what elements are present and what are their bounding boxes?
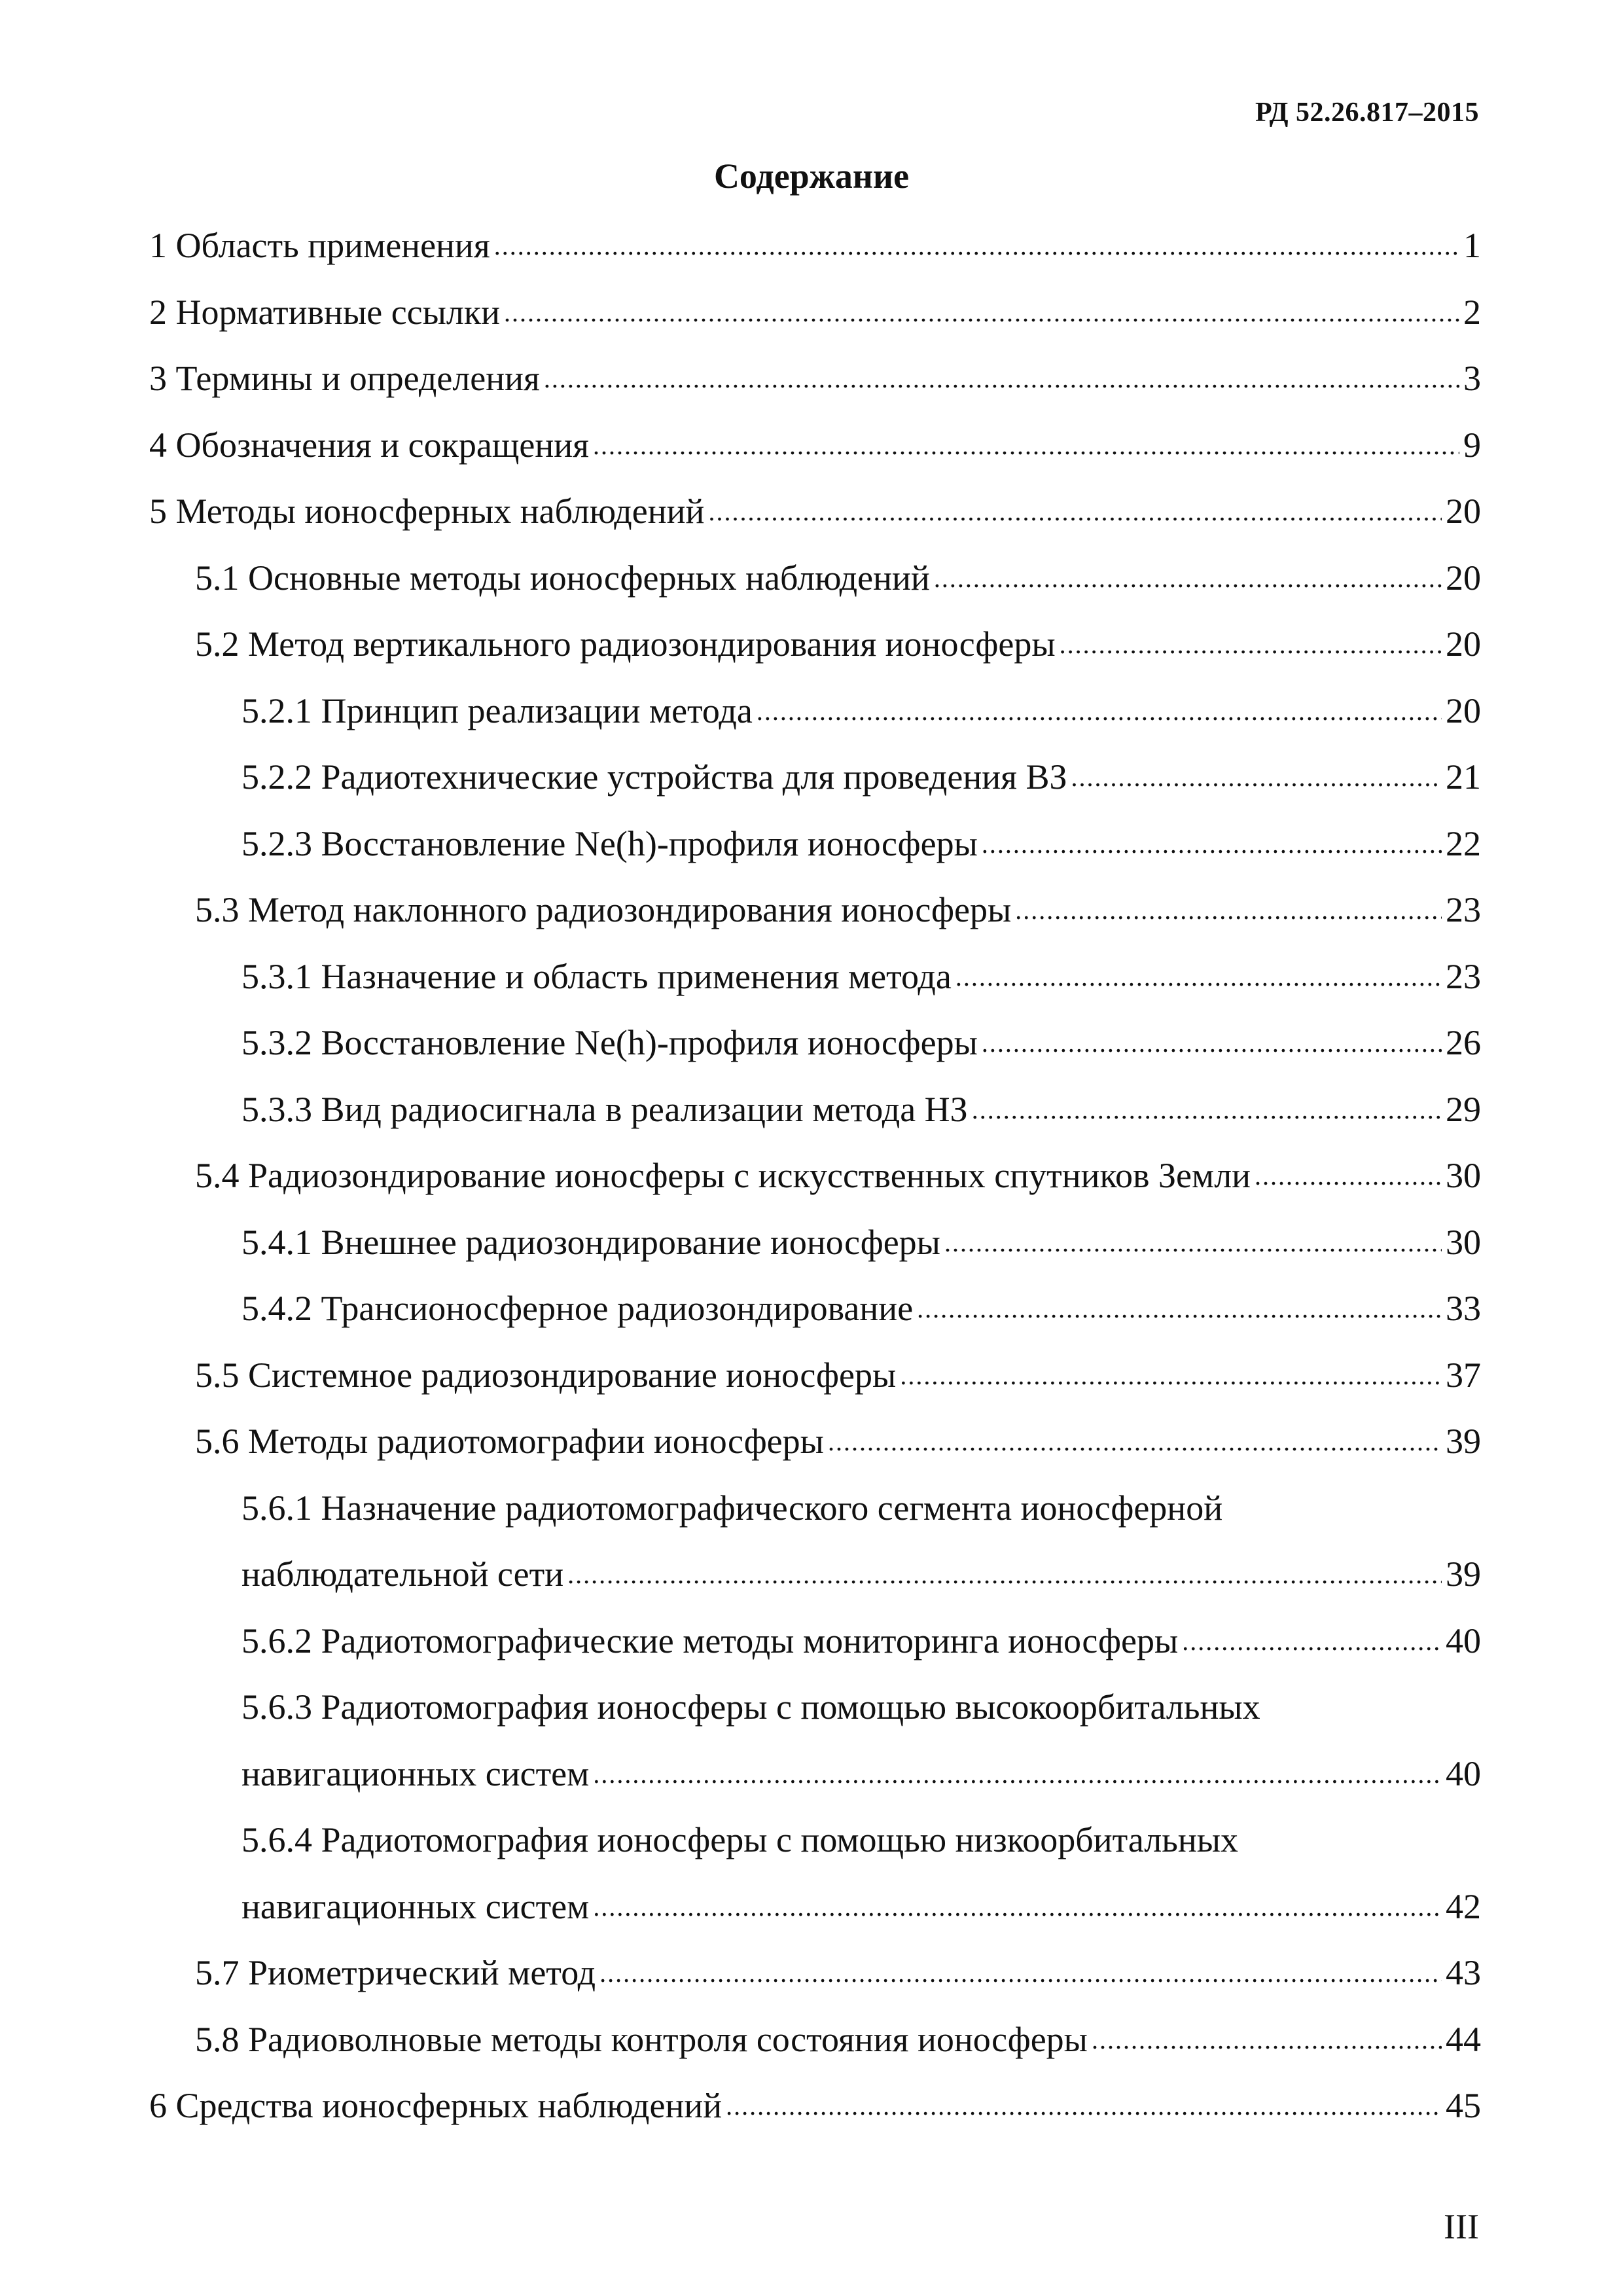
- toc-entry-label: 2 Нормативные ссылки: [149, 292, 500, 332]
- toc-entry-label: 5.3.2 Восстановление Ne(h)-профиля ионосферы: [241, 1023, 978, 1062]
- toc-entry-label: 1 Область применения: [149, 226, 490, 265]
- toc-entry-page: 33: [1446, 1289, 1481, 1328]
- toc-dot-leader: [955, 941, 1442, 1011]
- toc-entry-label: 5.6.2 Радиотомографические методы мониторинга ионосферы: [241, 1621, 1179, 1660]
- toc-entry[interactable]: [149, 678, 1481, 745]
- toc-entry-page: 21: [1446, 757, 1481, 797]
- toc-entry-label: 5.6 Методы радиотомографии ионосферы: [195, 1422, 824, 1461]
- toc-dot-leader: [593, 410, 1459, 479]
- toc-entry-label: навигационных систем: [241, 1886, 590, 1926]
- toc-entry-page: 2: [1463, 292, 1481, 332]
- toc-entry-page: 43: [1446, 1953, 1481, 1992]
- toc-dot-leader: [972, 1074, 1442, 1143]
- toc-entry-page: 44: [1446, 2019, 1481, 2059]
- toc-entry[interactable]: [149, 1276, 1481, 1342]
- toc-entry-page: 23: [1446, 956, 1481, 996]
- toc-entry-page: 30: [1446, 1156, 1481, 1195]
- toc-entry-label: 5.1 Основные методы ионосферных наблюдений: [195, 558, 930, 598]
- toc-entry-page: 20: [1446, 558, 1481, 598]
- toc-entry-page: 20: [1446, 624, 1481, 664]
- toc-dot-leader: [982, 808, 1442, 878]
- toc-entry-page: 39: [1446, 1422, 1481, 1461]
- toc-dot-leader: [1060, 609, 1442, 678]
- toc-entry-label: 6 Средства ионосферных наблюдений: [149, 2086, 722, 2125]
- toc-entry[interactable]: [149, 1475, 1481, 1542]
- table-of-contents: [149, 213, 1481, 2140]
- toc-entry-page: 30: [1446, 1222, 1481, 1262]
- toc-entry-label: 5.3.1 Назначение и область применения метода: [241, 956, 952, 996]
- toc-entry-label: 5.4.2 Трансионосферное радиозондирование: [241, 1289, 914, 1328]
- toc-entry-page: 40: [1446, 1753, 1481, 1793]
- toc-entry[interactable]: [149, 1541, 1481, 1608]
- toc-entry[interactable]: [149, 1210, 1481, 1276]
- toc-entry[interactable]: [149, 1077, 1481, 1143]
- toc-entry-page: 20: [1446, 691, 1481, 730]
- toc-entry[interactable]: [149, 1741, 1481, 1808]
- toc-entry[interactable]: [149, 1674, 1481, 1741]
- toc-dot-leader: [544, 343, 1459, 412]
- toc-dot-leader: [1092, 2004, 1442, 2073]
- toc-entry-label: 5.2 Метод вертикального радиозондирования ионосферы: [195, 624, 1056, 664]
- toc-entry[interactable]: [149, 478, 1481, 545]
- toc-entry[interactable]: [149, 1608, 1481, 1675]
- toc-entry-page: 20: [1446, 492, 1481, 531]
- toc-dot-leader: [593, 1871, 1442, 1941]
- toc-entry[interactable]: [149, 1408, 1481, 1475]
- toc-entry-label: 5.4 Радиозондирование ионосферы с искусственных спутников Земли: [195, 1156, 1251, 1195]
- toc-entry[interactable]: [149, 1940, 1481, 2007]
- toc-dot-leader: [982, 1007, 1442, 1077]
- toc-entry-page: 1: [1463, 226, 1481, 265]
- toc-entry-page: 29: [1446, 1089, 1481, 1129]
- toc-entry-label: 5.7 Риометрический метод: [195, 1953, 596, 1992]
- toc-entry[interactable]: [149, 944, 1481, 1011]
- toc-entry[interactable]: [149, 2007, 1481, 2073]
- toc-dot-leader: [1071, 742, 1442, 811]
- toc-entry[interactable]: [149, 811, 1481, 878]
- toc-entry[interactable]: [149, 1342, 1481, 1409]
- toc-entry[interactable]: [149, 1807, 1481, 1874]
- toc-entry-label: наблюдательной сети: [241, 1554, 564, 1594]
- toc-dot-leader: [1255, 1140, 1442, 1210]
- document-code: РД 52.26.817–2015: [1255, 98, 1479, 128]
- toc-entry[interactable]: [149, 412, 1481, 479]
- toc-entry[interactable]: [149, 1143, 1481, 1210]
- toc-entry-label: 5.3.3 Вид радиосигнала в реализации метода НЗ: [241, 1089, 968, 1129]
- toc-entry-label: 5 Методы ионосферных наблюдений: [149, 492, 705, 531]
- toc-entry-page: 37: [1446, 1355, 1481, 1395]
- toc-entry-label: 5.3 Метод наклонного радиозондирования ионосферы: [195, 890, 1012, 929]
- toc-entry-page: 9: [1463, 425, 1481, 465]
- toc-entry-page: 42: [1446, 1886, 1481, 1926]
- toc-entry-label: 5.2.3 Восстановление Ne(h)-профиля ионосферы: [241, 823, 978, 863]
- toc-entry-label: 5.6.4 Радиотомография ионосферы с помощью низкоорбитальных: [241, 1820, 1239, 1859]
- toc-dot-leader: [1182, 1605, 1442, 1675]
- toc-dot-leader: [726, 2070, 1442, 2140]
- toc-dot-leader: [917, 1273, 1442, 1342]
- toc-dot-leader: [944, 1207, 1442, 1276]
- toc-entry[interactable]: [149, 877, 1481, 944]
- toc-entry[interactable]: [149, 1010, 1481, 1077]
- toc-dot-leader: [494, 210, 1459, 279]
- toc-entry-page: 39: [1446, 1554, 1481, 1594]
- toc-dot-leader: [1015, 874, 1442, 944]
- toc-entry-label: 5.2.2 Радиотехнические устройства для проведения ВЗ: [241, 757, 1067, 797]
- toc-entry-page: 22: [1446, 823, 1481, 863]
- toc-dot-leader: [934, 543, 1442, 612]
- toc-entry-label: 5.6.3 Радиотомография ионосферы с помощью высокоорбитальных: [241, 1687, 1260, 1727]
- toc-entry-label: 5.5 Системное радиозондирование ионосферы: [195, 1355, 897, 1395]
- toc-dot-leader: [900, 1340, 1442, 1409]
- toc-entry-label: 5.2.1 Принцип реализации метода: [241, 691, 753, 730]
- page-number: III: [1444, 2207, 1479, 2246]
- toc-dot-leader: [757, 675, 1442, 745]
- toc-dot-leader: [828, 1406, 1442, 1475]
- toc-entry[interactable]: [149, 1874, 1481, 1941]
- toc-entry-label: 5.6.1 Назначение радиотомографического сегмента ионосферной: [241, 1488, 1223, 1528]
- toc-entry-label: 3 Термины и определения: [149, 359, 540, 398]
- toc-entry[interactable]: [149, 2073, 1481, 2140]
- toc-entry-label: 5.8 Радиоволновые методы контроля состояния ионосферы: [195, 2019, 1088, 2059]
- toc-dot-leader: [708, 476, 1442, 545]
- toc-entry[interactable]: [149, 279, 1481, 346]
- toc-entry[interactable]: [149, 545, 1481, 612]
- toc-entry[interactable]: [149, 213, 1481, 279]
- toc-entry-page: 23: [1446, 890, 1481, 929]
- toc-entry-page: 40: [1446, 1621, 1481, 1660]
- toc-entry-label: 5.4.1 Внешнее радиозондирование ионосферы: [241, 1222, 940, 1262]
- toc-dot-leader: [567, 1539, 1442, 1608]
- toc-entry[interactable]: [149, 346, 1481, 412]
- toc-entry-label: навигационных систем: [241, 1753, 590, 1793]
- toc-entry[interactable]: [149, 744, 1481, 811]
- toc-entry-page: 45: [1446, 2086, 1481, 2125]
- toc-entry-page: 26: [1446, 1023, 1481, 1062]
- toc-entry-page: 3: [1463, 359, 1481, 398]
- toc-entry[interactable]: [149, 611, 1481, 678]
- toc-entry-label: 4 Обозначения и сокращения: [149, 425, 590, 465]
- page-title: Содержание: [713, 156, 910, 196]
- toc-dot-leader: [599, 1937, 1442, 2007]
- toc-dot-leader: [593, 1738, 1442, 1808]
- toc-dot-leader: [504, 277, 1459, 346]
